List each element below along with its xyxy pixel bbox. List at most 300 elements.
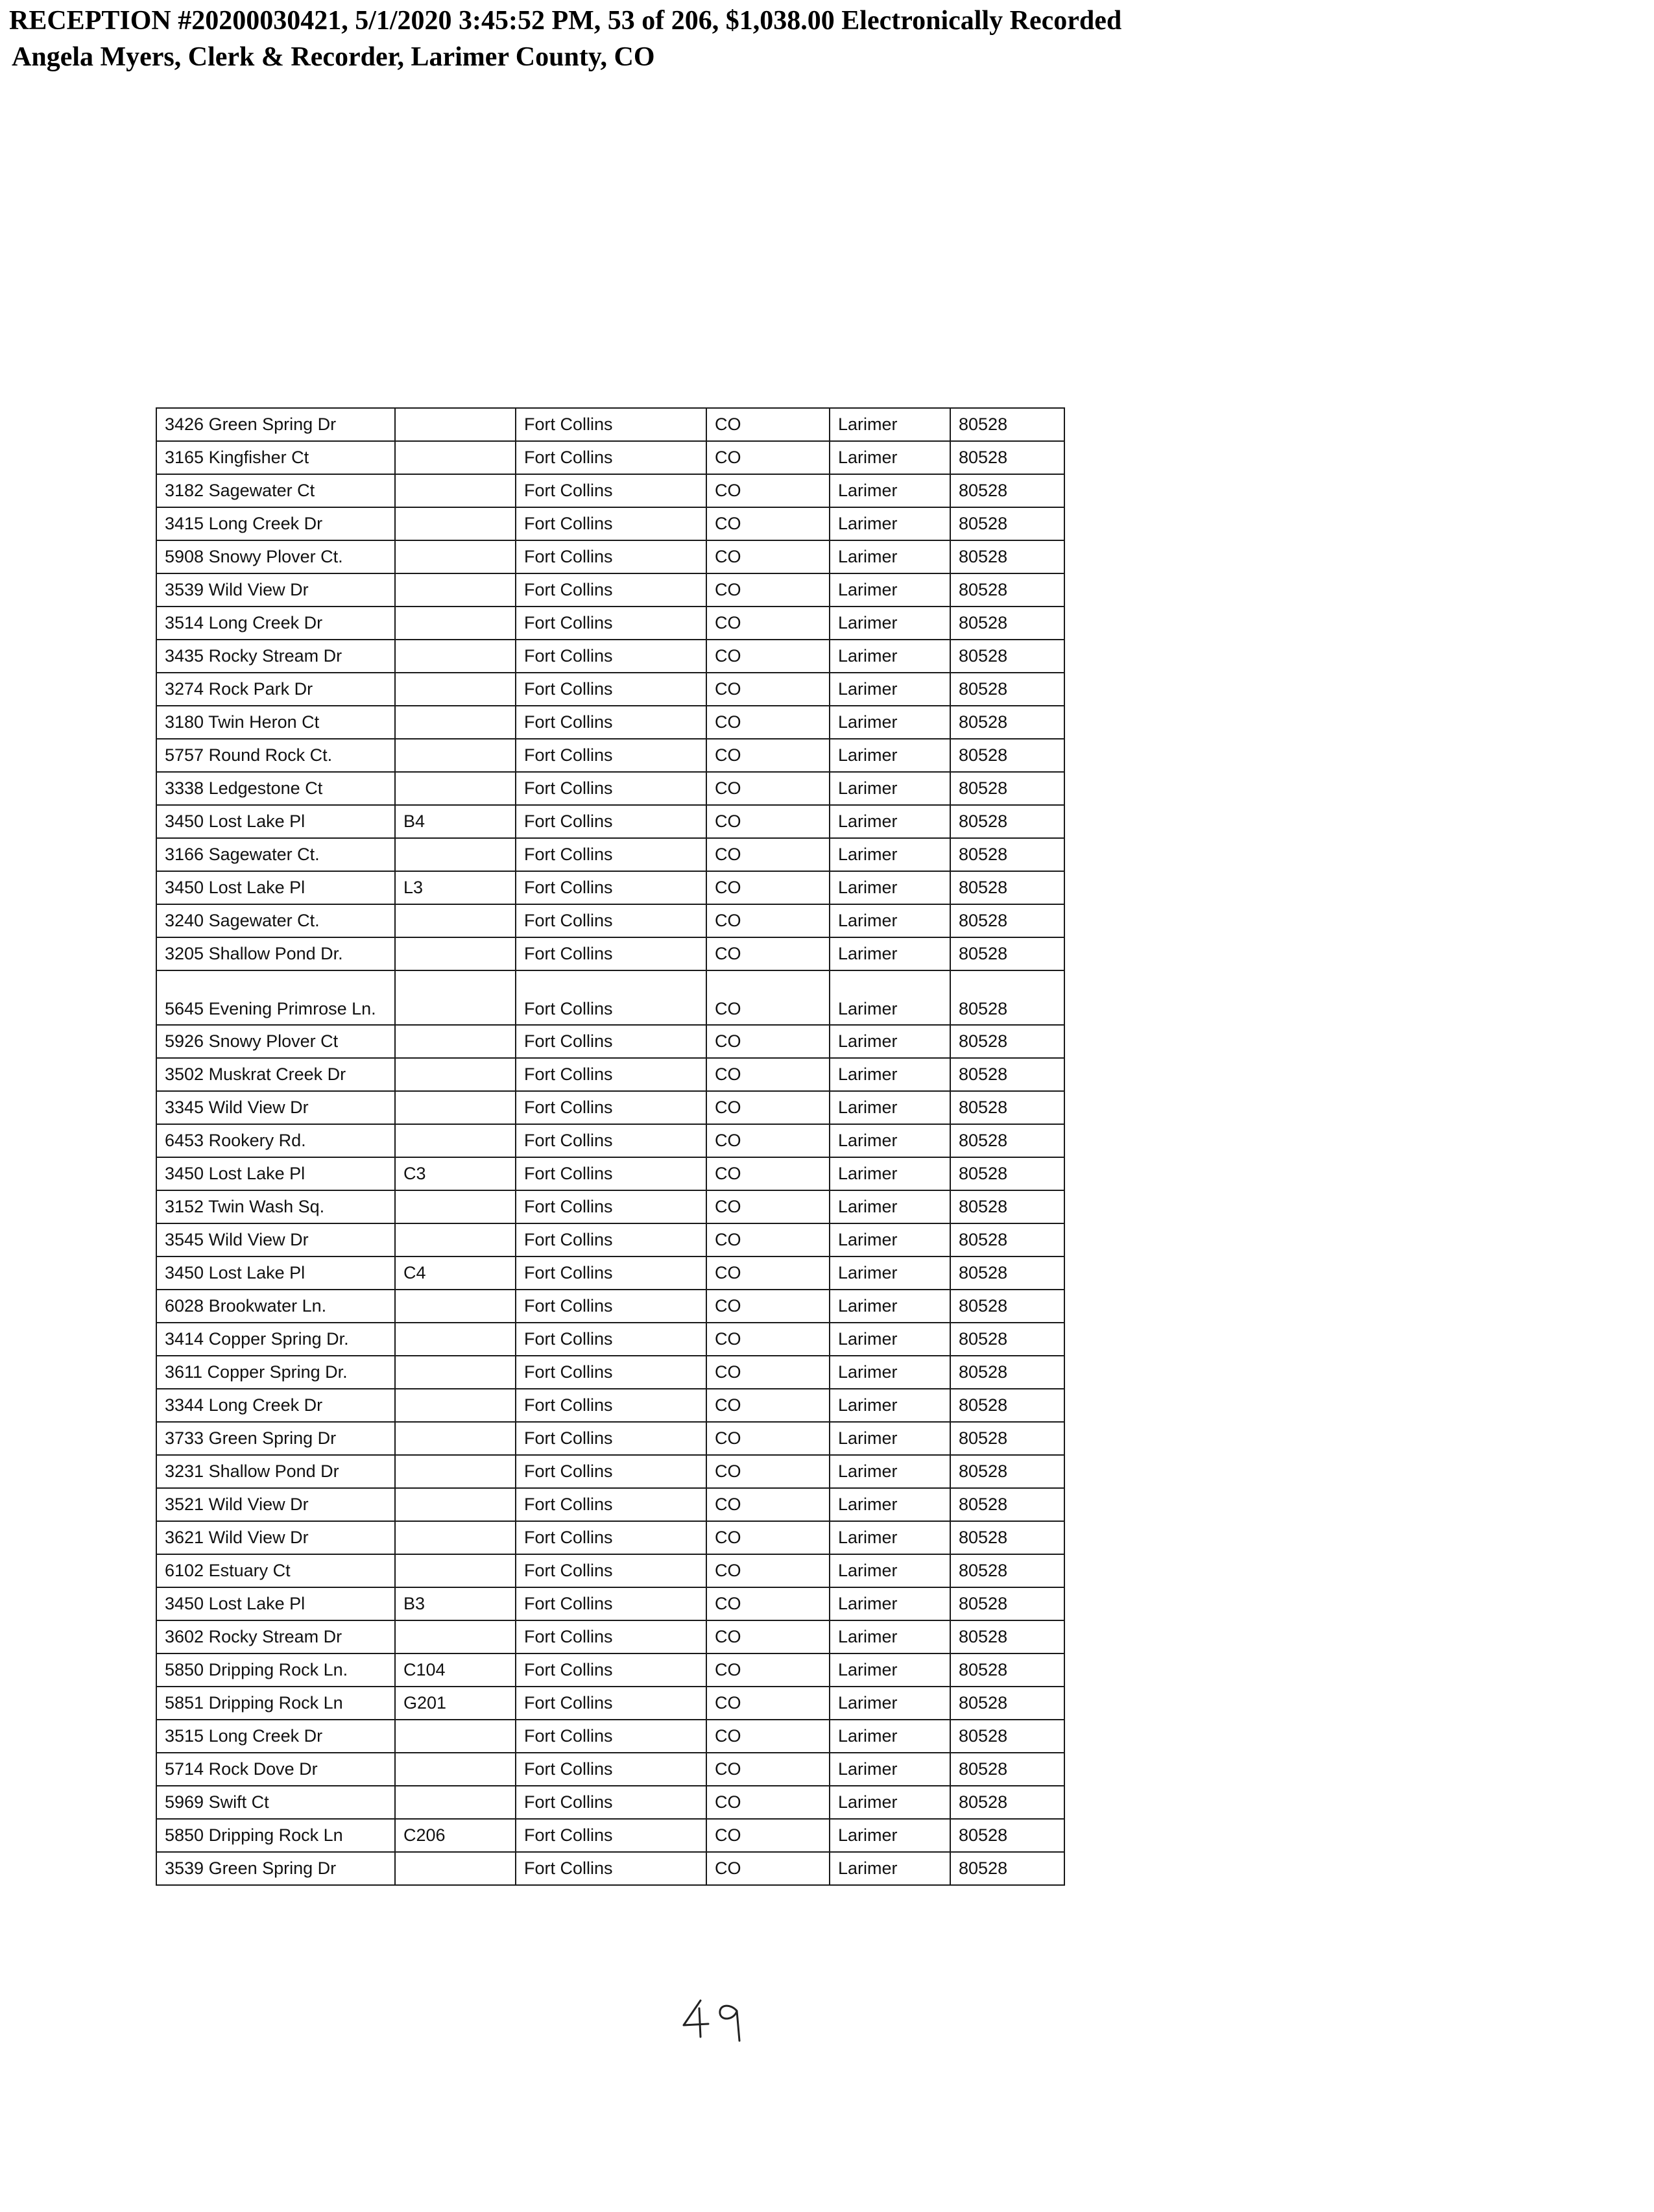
cell-zip: 80528 [950,1124,1064,1157]
cell-unit [395,706,516,739]
cell-city: Fort Collins [516,640,706,673]
cell-state: CO [706,1256,830,1290]
cell-address: 3231 Shallow Pond Dr [156,1455,395,1488]
cell-state: CO [706,1753,830,1786]
table-row [156,640,1064,673]
cell-city: Fort Collins [516,540,706,573]
table-row [156,1620,1064,1653]
cell-county: Larimer [830,1157,950,1190]
cell-city: Fort Collins [516,1223,706,1256]
cell-zip: 80528 [950,1058,1064,1091]
cell-state: CO [706,1091,830,1124]
cell-county: Larimer [830,1587,950,1620]
cell-city: Fort Collins [516,1058,706,1091]
cell-zip: 80528 [950,408,1064,441]
cell-county: Larimer [830,408,950,441]
reception-line: RECEPTION #20200030421, 5/1/2020 3:45:52 PM, 53 of 206, $1,038.00 Electronically Recorded [9,6,1122,36]
cell-zip: 80528 [950,970,1064,1025]
cell-zip: 80528 [950,640,1064,673]
cell-state: CO [706,1190,830,1223]
table-row [156,772,1064,805]
cell-address: 3539 Green Spring Dr [156,1852,395,1885]
cell-unit: B3 [395,1587,516,1620]
cell-zip: 80528 [950,706,1064,739]
table-row [156,1687,1064,1720]
cell-zip: 80528 [950,871,1064,904]
table-row [156,739,1064,772]
cell-unit [395,1223,516,1256]
cell-address: 5645 Evening Primrose Ln. [156,970,395,1025]
cell-state: CO [706,1488,830,1521]
cell-state: CO [706,805,830,838]
cell-county: Larimer [830,937,950,970]
cell-county: Larimer [830,441,950,474]
cell-city: Fort Collins [516,1852,706,1885]
cell-unit [395,1753,516,1786]
cell-address: 3450 Lost Lake Pl [156,1587,395,1620]
cell-city: Fort Collins [516,1290,706,1323]
cell-state: CO [706,1058,830,1091]
cell-city: Fort Collins [516,1455,706,1488]
cell-zip: 80528 [950,1753,1064,1786]
cell-county: Larimer [830,1256,950,1290]
table-row [156,673,1064,706]
cell-unit: C206 [395,1819,516,1852]
cell-zip: 80528 [950,507,1064,540]
cell-address: 3415 Long Creek Dr [156,507,395,540]
cell-city: Fort Collins [516,1157,706,1190]
table-row [156,1124,1064,1157]
cell-state: CO [706,1025,830,1058]
cell-state: CO [706,1653,830,1687]
cell-address: 3611 Copper Spring Dr. [156,1356,395,1389]
table-row [156,1720,1064,1753]
cell-county: Larimer [830,706,950,739]
cell-address: 3152 Twin Wash Sq. [156,1190,395,1223]
cell-unit [395,739,516,772]
cell-unit: C3 [395,1157,516,1190]
table-row [156,1091,1064,1124]
handwritten-page-number [675,1991,765,2050]
cell-county: Larimer [830,1753,950,1786]
cell-county: Larimer [830,540,950,573]
table-row [156,573,1064,607]
cell-state: CO [706,1687,830,1720]
cell-county: Larimer [830,640,950,673]
cell-county: Larimer [830,805,950,838]
table-row [156,871,1064,904]
cell-address: 3450 Lost Lake Pl [156,1157,395,1190]
cell-address: 3545 Wild View Dr [156,1223,395,1256]
cell-unit [395,1389,516,1422]
table-row [156,408,1064,441]
cell-unit [395,1422,516,1455]
cell-city: Fort Collins [516,1091,706,1124]
cell-state: CO [706,474,830,507]
cell-county: Larimer [830,1852,950,1885]
cell-county: Larimer [830,1720,950,1753]
cell-address: 3426 Green Spring Dr [156,408,395,441]
cell-zip: 80528 [950,1323,1064,1356]
cell-city: Fort Collins [516,607,706,640]
cell-state: CO [706,607,830,640]
cell-state: CO [706,1422,830,1455]
table-row [156,1157,1064,1190]
cell-address: 3345 Wild View Dr [156,1091,395,1124]
recording-header [9,3,1644,75]
cell-county: Larimer [830,1190,950,1223]
cell-unit [395,1025,516,1058]
cell-zip: 80528 [950,1687,1064,1720]
cell-state: CO [706,540,830,573]
table-row [156,970,1064,1025]
cell-zip: 80528 [950,1091,1064,1124]
table-row [156,1852,1064,1885]
cell-address: 5714 Rock Dove Dr [156,1753,395,1786]
cell-zip: 80528 [950,540,1064,573]
cell-address: 3414 Copper Spring Dr. [156,1323,395,1356]
cell-state: CO [706,408,830,441]
cell-address: 3602 Rocky Stream Dr [156,1620,395,1653]
cell-zip: 80528 [950,673,1064,706]
cell-county: Larimer [830,1488,950,1521]
cell-address: 3450 Lost Lake Pl [156,805,395,838]
table-row [156,1256,1064,1290]
cell-county: Larimer [830,904,950,937]
cell-county: Larimer [830,838,950,871]
cell-address: 3344 Long Creek Dr [156,1389,395,1422]
cell-zip: 80528 [950,607,1064,640]
cell-unit [395,904,516,937]
cell-state: CO [706,1852,830,1885]
cell-zip: 80528 [950,441,1064,474]
cell-zip: 80528 [950,937,1064,970]
cell-county: Larimer [830,1554,950,1587]
cell-state: CO [706,1521,830,1554]
cell-county: Larimer [830,1323,950,1356]
cell-state: CO [706,937,830,970]
cell-city: Fort Collins [516,1488,706,1521]
cell-county: Larimer [830,573,950,607]
cell-unit: C104 [395,1653,516,1687]
cell-city: Fort Collins [516,1620,706,1653]
cell-state: CO [706,706,830,739]
cell-zip: 80528 [950,573,1064,607]
table-row [156,937,1064,970]
cell-address: 3502 Muskrat Creek Dr [156,1058,395,1091]
cell-state: CO [706,739,830,772]
cell-state: CO [706,673,830,706]
cell-address: 3165 Kingfisher Ct [156,441,395,474]
table-row [156,1323,1064,1356]
cell-county: Larimer [830,1290,950,1323]
cell-address: 5850 Dripping Rock Ln. [156,1653,395,1687]
table-row [156,607,1064,640]
table-row [156,540,1064,573]
cell-county: Larimer [830,474,950,507]
table-row [156,1290,1064,1323]
cell-city: Fort Collins [516,937,706,970]
cell-address: 3733 Green Spring Dr [156,1422,395,1455]
cell-address: 6028 Brookwater Ln. [156,1290,395,1323]
cell-zip: 80528 [950,1587,1064,1620]
cell-state: CO [706,1786,830,1819]
cell-city: Fort Collins [516,871,706,904]
cell-county: Larimer [830,772,950,805]
cell-unit [395,1091,516,1124]
cell-city: Fort Collins [516,1356,706,1389]
cell-city: Fort Collins [516,838,706,871]
cell-city: Fort Collins [516,904,706,937]
cell-address: 3180 Twin Heron Ct [156,706,395,739]
cell-address: 6453 Rookery Rd. [156,1124,395,1157]
cell-zip: 80528 [950,1290,1064,1323]
cell-county: Larimer [830,1223,950,1256]
cell-state: CO [706,1157,830,1190]
cell-zip: 80528 [950,805,1064,838]
table-row [156,1223,1064,1256]
cell-unit: G201 [395,1687,516,1720]
cell-address: 3435 Rocky Stream Dr [156,640,395,673]
table-row [156,1356,1064,1389]
cell-address: 5850 Dripping Rock Ln [156,1819,395,1852]
cell-zip: 80528 [950,1521,1064,1554]
cell-zip: 80528 [950,1356,1064,1389]
table-row [156,1389,1064,1422]
cell-state: CO [706,1124,830,1157]
cell-county: Larimer [830,1687,950,1720]
cell-unit [395,441,516,474]
cell-zip: 80528 [950,1653,1064,1687]
cell-city: Fort Collins [516,1389,706,1422]
cell-city: Fort Collins [516,805,706,838]
cell-unit [395,1323,516,1356]
cell-state: CO [706,441,830,474]
cell-zip: 80528 [950,1786,1064,1819]
cell-county: Larimer [830,607,950,640]
page-number-glyph [675,1991,765,2050]
cell-zip: 80528 [950,1256,1064,1290]
cell-address: 6102 Estuary Ct [156,1554,395,1587]
address-table [156,407,1065,1886]
cell-address: 5757 Round Rock Ct. [156,739,395,772]
cell-unit [395,507,516,540]
cell-city: Fort Collins [516,1554,706,1587]
cell-address: 3205 Shallow Pond Dr. [156,937,395,970]
cell-address: 3621 Wild View Dr [156,1521,395,1554]
cell-county: Larimer [830,871,950,904]
cell-unit [395,607,516,640]
cell-unit: L3 [395,871,516,904]
cell-county: Larimer [830,673,950,706]
cell-address: 3338 Ledgestone Ct [156,772,395,805]
cell-county: Larimer [830,1091,950,1124]
cell-county: Larimer [830,1389,950,1422]
cell-state: CO [706,1389,830,1422]
cell-unit [395,1455,516,1488]
cell-state: CO [706,507,830,540]
cell-city: Fort Collins [516,1653,706,1687]
cell-unit [395,838,516,871]
table-row [156,1653,1064,1687]
cell-address: 5969 Swift Ct [156,1786,395,1819]
cell-state: CO [706,1290,830,1323]
table-row [156,474,1064,507]
cell-state: CO [706,640,830,673]
cell-city: Fort Collins [516,441,706,474]
cell-state: CO [706,1720,830,1753]
table-row [156,838,1064,871]
cell-state: CO [706,772,830,805]
cell-zip: 80528 [950,1819,1064,1852]
cell-city: Fort Collins [516,1819,706,1852]
cell-unit [395,540,516,573]
cell-city: Fort Collins [516,1786,706,1819]
cell-city: Fort Collins [516,474,706,507]
cell-state: CO [706,838,830,871]
cell-county: Larimer [830,507,950,540]
cell-state: CO [706,1819,830,1852]
cell-city: Fort Collins [516,1025,706,1058]
cell-city: Fort Collins [516,507,706,540]
cell-state: CO [706,1323,830,1356]
cell-city: Fort Collins [516,1521,706,1554]
cell-unit [395,970,516,1025]
cell-unit [395,573,516,607]
table-row [156,1587,1064,1620]
address-table-body [156,408,1064,1885]
cell-unit [395,1290,516,1323]
cell-zip: 80528 [950,1620,1064,1653]
cell-state: CO [706,1587,830,1620]
cell-zip: 80528 [950,474,1064,507]
cell-state: CO [706,871,830,904]
cell-county: Larimer [830,739,950,772]
cell-city: Fort Collins [516,1422,706,1455]
cell-address: 3539 Wild View Dr [156,573,395,607]
cell-unit: B4 [395,805,516,838]
cell-city: Fort Collins [516,772,706,805]
cell-zip: 80528 [950,739,1064,772]
cell-zip: 80528 [950,1488,1064,1521]
table-row [156,1455,1064,1488]
cell-city: Fort Collins [516,1587,706,1620]
cell-unit [395,1720,516,1753]
cell-address: 5851 Dripping Rock Ln [156,1687,395,1720]
cell-city: Fort Collins [516,1190,706,1223]
cell-address: 3515 Long Creek Dr [156,1720,395,1753]
cell-county: Larimer [830,1058,950,1091]
cell-unit: C4 [395,1256,516,1290]
table-row [156,1058,1064,1091]
cell-city: Fort Collins [516,1323,706,1356]
cell-unit [395,1554,516,1587]
cell-address: 3274 Rock Park Dr [156,673,395,706]
cell-county: Larimer [830,1620,950,1653]
cell-city: Fort Collins [516,673,706,706]
cell-address: 3514 Long Creek Dr [156,607,395,640]
cell-state: CO [706,904,830,937]
cell-zip: 80528 [950,1554,1064,1587]
cell-unit [395,673,516,706]
table-row [156,1422,1064,1455]
table-row [156,904,1064,937]
cell-zip: 80528 [950,1422,1064,1455]
cell-address: 3450 Lost Lake Pl [156,1256,395,1290]
table-row [156,507,1064,540]
cell-unit [395,1190,516,1223]
clerk-line: Angela Myers, Clerk & Recorder, Larimer County, CO [12,42,655,72]
cell-state: CO [706,1356,830,1389]
table-row [156,1190,1064,1223]
table-row [156,1025,1064,1058]
table-row [156,1488,1064,1521]
cell-city: Fort Collins [516,739,706,772]
cell-zip: 80528 [950,1389,1064,1422]
cell-unit [395,1058,516,1091]
cell-state: CO [706,573,830,607]
cell-unit [395,474,516,507]
cell-unit [395,1521,516,1554]
cell-county: Larimer [830,1521,950,1554]
cell-county: Larimer [830,1124,950,1157]
cell-zip: 80528 [950,1455,1064,1488]
table-row [156,1819,1064,1852]
cell-zip: 80528 [950,1190,1064,1223]
cell-unit [395,1356,516,1389]
cell-zip: 80528 [950,1157,1064,1190]
cell-unit [395,640,516,673]
cell-zip: 80528 [950,904,1064,937]
cell-state: CO [706,1554,830,1587]
cell-address: 3521 Wild View Dr [156,1488,395,1521]
cell-state: CO [706,1223,830,1256]
cell-unit [395,1852,516,1885]
cell-unit [395,1620,516,1653]
cell-city: Fort Collins [516,408,706,441]
cell-county: Larimer [830,1455,950,1488]
cell-county: Larimer [830,1025,950,1058]
table-row [156,441,1064,474]
cell-city: Fort Collins [516,1687,706,1720]
cell-state: CO [706,1620,830,1653]
cell-address: 5908 Snowy Plover Ct. [156,540,395,573]
cell-unit [395,1124,516,1157]
cell-city: Fort Collins [516,1124,706,1157]
cell-zip: 80528 [950,838,1064,871]
cell-county: Larimer [830,970,950,1025]
cell-unit [395,937,516,970]
cell-city: Fort Collins [516,970,706,1025]
cell-county: Larimer [830,1786,950,1819]
cell-state: CO [706,970,830,1025]
cell-zip: 80528 [950,772,1064,805]
cell-address: 3450 Lost Lake Pl [156,871,395,904]
cell-address: 3166 Sagewater Ct. [156,838,395,871]
cell-zip: 80528 [950,1025,1064,1058]
table-row [156,706,1064,739]
cell-zip: 80528 [950,1223,1064,1256]
cell-city: Fort Collins [516,1256,706,1290]
cell-unit [395,772,516,805]
cell-city: Fort Collins [516,706,706,739]
cell-city: Fort Collins [516,573,706,607]
cell-county: Larimer [830,1356,950,1389]
cell-state: CO [706,1455,830,1488]
cell-county: Larimer [830,1819,950,1852]
table-row [156,1521,1064,1554]
cell-address: 3240 Sagewater Ct. [156,904,395,937]
